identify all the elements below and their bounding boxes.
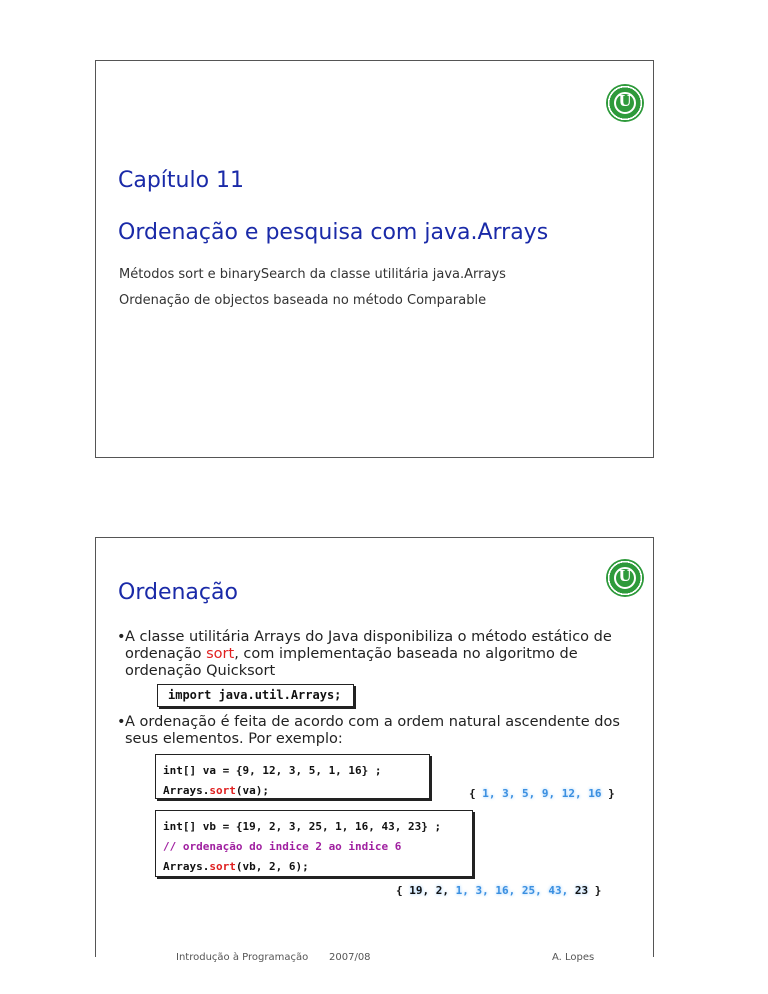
bullet2-text: A ordenação é feita de acordo com a ordem natural ascendente dos seus elementos. Por exemplo:: [125, 714, 620, 747]
code2-line3: Arrays.sort(vb, 2, 6);: [163, 860, 309, 873]
footer-author: A. Lopes: [552, 952, 595, 963]
subtitle-line-1: Métodos sort e binarySearch da classe utilitária java.Arrays: [119, 267, 506, 282]
code2-comment: // ordenação do indice 2 ao indice 6: [163, 840, 402, 853]
title-slide: [95, 60, 654, 458]
code1-line2: Arrays.sort(va);: [163, 784, 269, 797]
bullet-dot-icon: •: [117, 629, 126, 645]
footer-year: 2007/08: [329, 952, 371, 963]
sorted-value: 5,: [522, 787, 536, 800]
code-example-1: [155, 754, 430, 799]
sorted-value: 25,: [521, 884, 542, 897]
bullet-arrays-sort: [118, 629, 633, 680]
university-logo-icon: U: [606, 84, 644, 122]
sorted-value: 1,: [482, 787, 496, 800]
chapter-heading: Capítulo 11: [118, 168, 245, 193]
bullet1-text-end: , com implementação baseada no algoritmo de ordenação Quicksort: [125, 646, 578, 679]
content-slide: [95, 537, 654, 963]
sorted-value: 16,: [495, 884, 516, 897]
bullet-natural-order: [118, 714, 633, 748]
code-example-2: [155, 810, 473, 877]
bullet1-text-start: A classe utilitária Arrays do Java disponibiliza o método estático de ordenação: [125, 629, 612, 662]
footer-course: Introdução à Programação: [176, 952, 309, 963]
sorted-value: 1,: [455, 884, 469, 897]
import-line: import java.util.Arrays;: [168, 688, 342, 702]
subtitle-line-2: Ordenação de objectos baseada no método Comparable: [119, 293, 487, 308]
unsorted-value: 19,: [409, 884, 430, 897]
code1-line1: int[] va = {9, 12, 3, 5, 1, 16} ;: [163, 764, 382, 777]
sort-method-call: sort: [209, 860, 236, 873]
slide-title: Ordenação: [118, 580, 238, 605]
result-array-1: { 1, 3, 5, 9, 12, 16 }: [469, 787, 615, 800]
sort-keyword: sort: [206, 646, 235, 662]
sort-method-call: sort: [209, 784, 236, 797]
sorted-value: 12,: [561, 787, 582, 800]
result-array-2: { 19, 2, 1, 3, 16, 25, 43, 23 }: [396, 884, 602, 897]
unsorted-value: 2,: [435, 884, 449, 897]
unsorted-value: 23: [574, 884, 589, 897]
sorted-value: 3,: [502, 787, 516, 800]
bullet-dot-icon: •: [117, 714, 126, 730]
sorted-value: 3,: [475, 884, 489, 897]
sorted-value: 16: [588, 787, 602, 800]
chapter-title: Ordenação e pesquisa com java.Arrays: [118, 220, 549, 245]
university-logo-icon: U: [606, 559, 644, 597]
sorted-value: 9,: [541, 787, 556, 800]
import-code-box: [157, 684, 354, 707]
code2-line1: int[] vb = {19, 2, 3, 25, 1, 16, 43, 23} ;: [163, 820, 442, 833]
sorted-value: 43,: [548, 884, 569, 897]
